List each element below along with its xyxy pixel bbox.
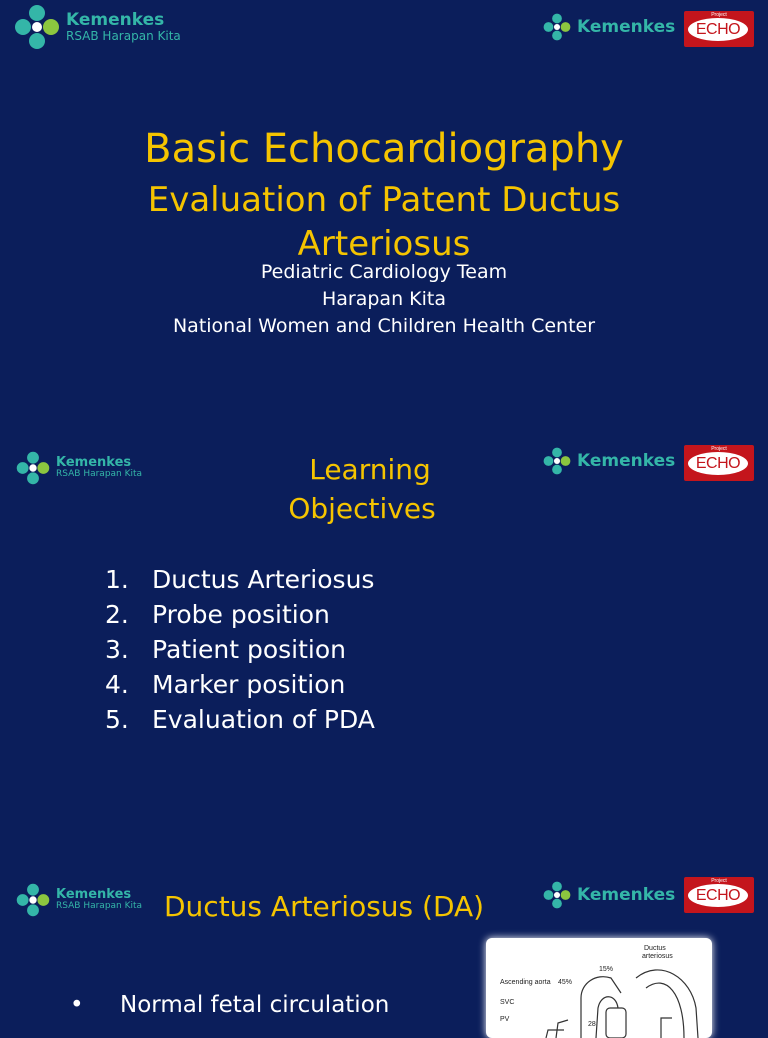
bullet-icon: • bbox=[70, 992, 84, 1018]
figure-label: PV bbox=[500, 1016, 510, 1023]
kemenkes-brand-text: Kemenkes bbox=[66, 10, 165, 31]
kemenkes-logo-icon bbox=[543, 880, 571, 910]
item-number: 2. bbox=[105, 600, 129, 629]
figure-label: Ductus bbox=[644, 945, 666, 952]
slide-3 bbox=[0, 864, 768, 1028]
figure-label: SVC bbox=[500, 999, 515, 1006]
kemenkes-brand-text: Kemenkes bbox=[577, 16, 676, 37]
slide1-authors bbox=[0, 259, 768, 340]
kemenkes-brand-text: Kemenkes bbox=[56, 886, 132, 902]
slide3-title: Ductus Arteriosus (DA) bbox=[164, 890, 485, 923]
kemenkes-brand-text: Kemenkes bbox=[577, 884, 676, 905]
kemenkes-logo-icon bbox=[543, 446, 571, 476]
list-item bbox=[105, 702, 375, 737]
item-text: Marker position bbox=[152, 670, 346, 699]
figure-label: Ascending aorta bbox=[500, 979, 551, 986]
kemenkes-logo-right bbox=[543, 880, 675, 910]
rsab-subtitle-text: RSAB Harapan Kita bbox=[56, 469, 143, 480]
echo-project-text: Project bbox=[711, 446, 727, 452]
kemenkes-logo-right bbox=[543, 12, 675, 42]
rsab-subtitle-text: RSAB Harapan Kita bbox=[66, 28, 181, 43]
rsab-subtitle-text: RSAB Harapan Kita bbox=[56, 901, 143, 912]
slide1-subtitle: Evaluation of Patent Ductus Arteriosus bbox=[147, 180, 621, 264]
item-number: 4. bbox=[105, 670, 129, 699]
echo-word-text: ECHO bbox=[695, 20, 741, 38]
slide-1 bbox=[0, 0, 768, 432]
project-echo-logo bbox=[684, 11, 754, 47]
project-echo-logo bbox=[684, 877, 754, 913]
author-line: National Women and Children Health Center bbox=[172, 315, 596, 337]
kemenkes-logo-right bbox=[543, 446, 675, 476]
kemenkes-logo-icon bbox=[14, 4, 60, 50]
project-echo-logo bbox=[684, 445, 754, 481]
list-item bbox=[105, 667, 375, 702]
slide2-title bbox=[280, 450, 460, 528]
kemenkes-rsab-logo bbox=[16, 450, 142, 486]
figure-label: 28 bbox=[588, 1021, 596, 1028]
kemenkes-logo-icon bbox=[16, 882, 50, 918]
author-line: Pediatric Cardiology Team bbox=[260, 261, 508, 283]
echo-word-text: ECHO bbox=[695, 886, 741, 904]
kemenkes-rsab-logo bbox=[14, 4, 181, 50]
objectives-list bbox=[105, 562, 375, 737]
echo-word-text: ECHO bbox=[695, 454, 741, 472]
echo-project-text: Project bbox=[711, 878, 727, 884]
author-line: Harapan Kita bbox=[321, 288, 446, 310]
kemenkes-brand-text: Kemenkes bbox=[577, 450, 676, 471]
slide2-title-line: Learning bbox=[309, 453, 431, 486]
kemenkes-logo-icon bbox=[16, 450, 50, 486]
list-item bbox=[105, 632, 375, 667]
slide2-title-line: Objectives bbox=[288, 492, 436, 525]
item-number: 5. bbox=[105, 705, 129, 734]
figure-label: arteriosus bbox=[642, 953, 673, 960]
echo-project-text: Project bbox=[711, 12, 727, 18]
item-number: 1. bbox=[105, 565, 129, 594]
bullet-text: Normal fetal circulation bbox=[120, 992, 390, 1018]
kemenkes-logo-icon bbox=[543, 12, 571, 42]
item-text: Patient position bbox=[152, 635, 347, 664]
bullet-item bbox=[70, 992, 389, 1018]
fetal-circulation-figure bbox=[486, 938, 712, 1038]
item-text: Probe position bbox=[152, 600, 330, 629]
slide1-title: Basic Echocardiography bbox=[144, 126, 624, 172]
item-number: 3. bbox=[105, 635, 129, 664]
list-item bbox=[105, 597, 375, 632]
item-text: Ductus Arteriosus bbox=[152, 565, 375, 594]
kemenkes-brand-text: Kemenkes bbox=[56, 454, 132, 470]
item-text: Evaluation of PDA bbox=[152, 705, 375, 734]
kemenkes-rsab-logo bbox=[16, 882, 142, 918]
list-item bbox=[105, 562, 375, 597]
fetal-circulation-diagram bbox=[486, 938, 712, 1038]
slide-2 bbox=[0, 432, 768, 864]
figure-label: 15% bbox=[599, 966, 614, 973]
figure-label: 45% bbox=[558, 979, 573, 986]
